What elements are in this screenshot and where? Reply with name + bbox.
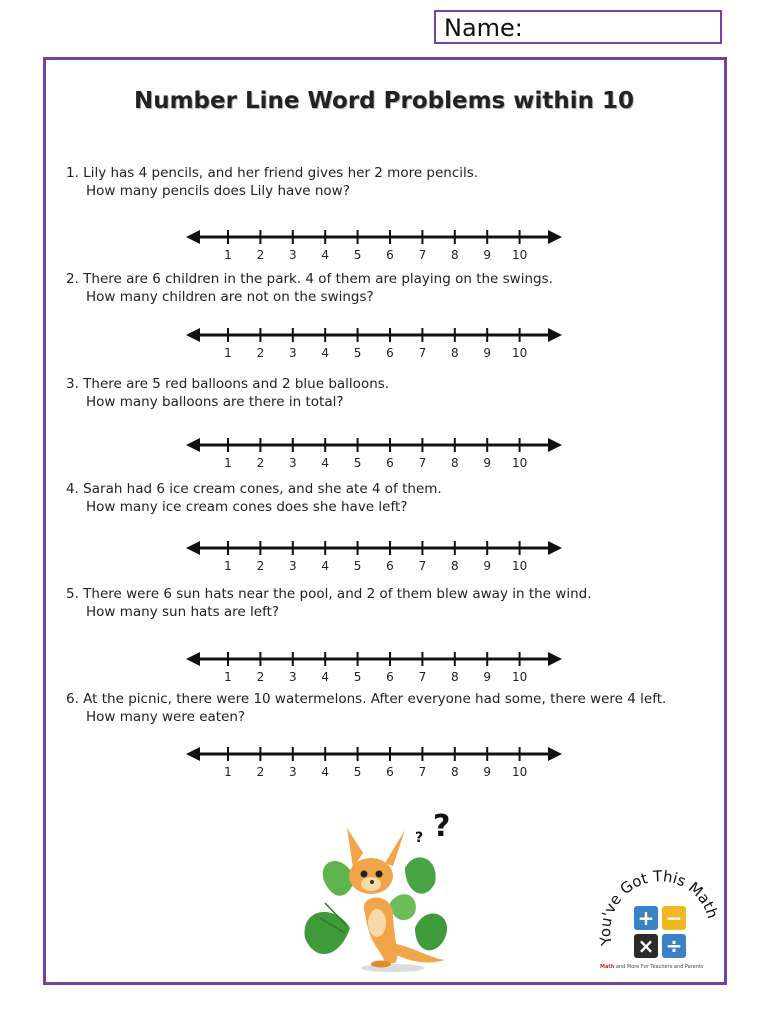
page-title: Number Line Word Problems within 10	[133, 88, 635, 114]
tick-label: 8	[450, 670, 459, 684]
problem-6-line1: 6. At the picnic, there were 10 watermelons. After everyone had some, there were 4 left.	[66, 691, 667, 707]
tick-label: 6	[386, 456, 394, 470]
svg-text:?: ?	[433, 809, 451, 844]
tick-label: 5	[353, 670, 362, 684]
logo-tagline-math: Math	[600, 964, 615, 970]
tick-label: 4	[321, 670, 330, 684]
number-line-3[interactable]	[0, 433, 768, 473]
plus-icon: +	[637, 906, 655, 930]
arrow-left-icon	[186, 438, 200, 452]
tick-label: 3	[288, 456, 297, 470]
tick-label: 4	[321, 248, 330, 262]
name-label: Name:	[444, 14, 523, 42]
problem-3	[66, 375, 389, 411]
tick-label: 1	[224, 765, 232, 779]
number-line-2[interactable]	[0, 323, 768, 363]
tick-label: 3	[288, 559, 297, 573]
tick-label: 2	[256, 670, 265, 684]
svg-text:?: ?	[415, 830, 424, 846]
tick-label: 1	[224, 456, 232, 470]
tick-label: 8	[450, 765, 459, 779]
arrow-right-icon	[548, 747, 562, 761]
problem-6-line2: How many were eaten?	[86, 709, 246, 725]
tick-label: 5	[353, 346, 362, 360]
divide-icon: ÷	[665, 934, 683, 958]
logo-tagline	[600, 964, 703, 970]
problem-2	[66, 270, 553, 306]
tick-label: 8	[450, 559, 459, 573]
tick-label: 5	[353, 559, 362, 573]
tick-label: 7	[418, 346, 427, 360]
tick-label: 7	[418, 670, 427, 684]
tick-label: 1	[224, 670, 232, 684]
tick-label: 1	[224, 248, 232, 262]
tick-label: 7	[418, 559, 427, 573]
tick-label: 8	[450, 248, 459, 262]
number-line-4[interactable]	[0, 536, 768, 576]
problem-1-line2: How many pencils does Lily have now?	[86, 183, 350, 199]
problem-5	[66, 585, 592, 621]
tick-label: 10	[511, 765, 528, 779]
arrow-left-icon	[186, 747, 200, 761]
tick-label: 9	[483, 456, 492, 470]
problem-1-line1: 1. Lily has 4 pencils, and her friend gives her 2 more pencils.	[66, 165, 479, 181]
tick-label: 1	[224, 346, 232, 360]
arrow-left-icon	[186, 328, 200, 342]
times-icon: ×	[637, 934, 655, 958]
logo-tagline-rest: and More For Teachers and Parents	[615, 964, 704, 970]
tick-label: 7	[418, 765, 427, 779]
number-line-1[interactable]	[0, 225, 768, 265]
arrow-right-icon	[548, 652, 562, 666]
arrow-right-icon	[548, 230, 562, 244]
tick-label: 6	[386, 670, 394, 684]
logo-symbols	[634, 906, 686, 958]
tick-label: 9	[483, 346, 492, 360]
tick-label: 10	[511, 456, 528, 470]
tick-label: 8	[450, 456, 459, 470]
tick-label: 6	[386, 559, 394, 573]
tick-label: 8	[450, 346, 459, 360]
tick-label: 2	[256, 559, 265, 573]
tick-label: 9	[483, 765, 492, 779]
arrow-right-icon	[548, 438, 562, 452]
kangaroo-illustration	[295, 808, 465, 978]
tick-label: 5	[353, 456, 362, 470]
problem-6	[66, 690, 666, 726]
problem-5-line2: How many sun hats are left?	[86, 604, 280, 620]
number-line-6[interactable]	[0, 742, 768, 782]
logo-text: You've Got This Math	[596, 867, 722, 947]
tick-label: 5	[353, 765, 362, 779]
tick-label: 9	[483, 670, 492, 684]
arrow-right-icon	[548, 541, 562, 555]
tick-label: 3	[288, 670, 297, 684]
problem-1	[66, 164, 478, 200]
problem-3-line1: 3. There are 5 red balloons and 2 blue balloons.	[66, 376, 390, 392]
tick-label: 9	[483, 559, 492, 573]
tick-label: 4	[321, 346, 330, 360]
tick-label: 4	[321, 559, 330, 573]
tick-label: 10	[511, 248, 528, 262]
tick-label: 6	[386, 765, 394, 779]
tick-label: 9	[483, 248, 492, 262]
problem-4-line2: How many ice cream cones does she have left?	[86, 499, 408, 515]
tick-label: 2	[256, 248, 265, 262]
tick-label: 6	[386, 346, 394, 360]
tick-label: 2	[256, 346, 265, 360]
tick-label: 10	[511, 670, 528, 684]
tick-label: 5	[353, 248, 362, 262]
tick-label: 7	[418, 248, 427, 262]
problem-2-line1: 2. There are 6 children in the park. 4 of them are playing on the swings.	[66, 271, 553, 287]
arrow-right-icon	[548, 328, 562, 342]
arrow-left-icon	[186, 230, 200, 244]
tick-label: 3	[288, 248, 297, 262]
tick-label: 4	[321, 765, 330, 779]
question-mark-icon	[415, 809, 450, 846]
problem-3-line2: How many balloons are there in total?	[86, 394, 344, 410]
problem-4-line1: 4. Sarah had 6 ice cream cones, and she ate 4 of them.	[66, 481, 442, 497]
tick-label: 10	[511, 559, 528, 573]
tick-label: 6	[386, 248, 394, 262]
tick-label: 4	[321, 456, 330, 470]
problem-4	[66, 480, 442, 516]
tick-label: 2	[256, 765, 265, 779]
tick-label: 7	[418, 456, 427, 470]
arrow-left-icon	[186, 541, 200, 555]
number-line-5[interactable]	[0, 647, 768, 687]
tick-label: 10	[511, 346, 528, 360]
problem-2-line2: How many children are not on the swings?	[86, 289, 374, 305]
tick-label: 1	[224, 559, 232, 573]
logo	[594, 858, 724, 968]
problem-5-line1: 5. There were 6 sun hats near the pool, and 2 of them blew away in the wind.	[66, 586, 592, 602]
arrow-left-icon	[186, 652, 200, 666]
tick-label: 3	[288, 765, 297, 779]
name-field[interactable]	[434, 10, 722, 44]
tick-label: 3	[288, 346, 297, 360]
minus-icon: −	[665, 906, 683, 930]
tick-label: 2	[256, 456, 265, 470]
